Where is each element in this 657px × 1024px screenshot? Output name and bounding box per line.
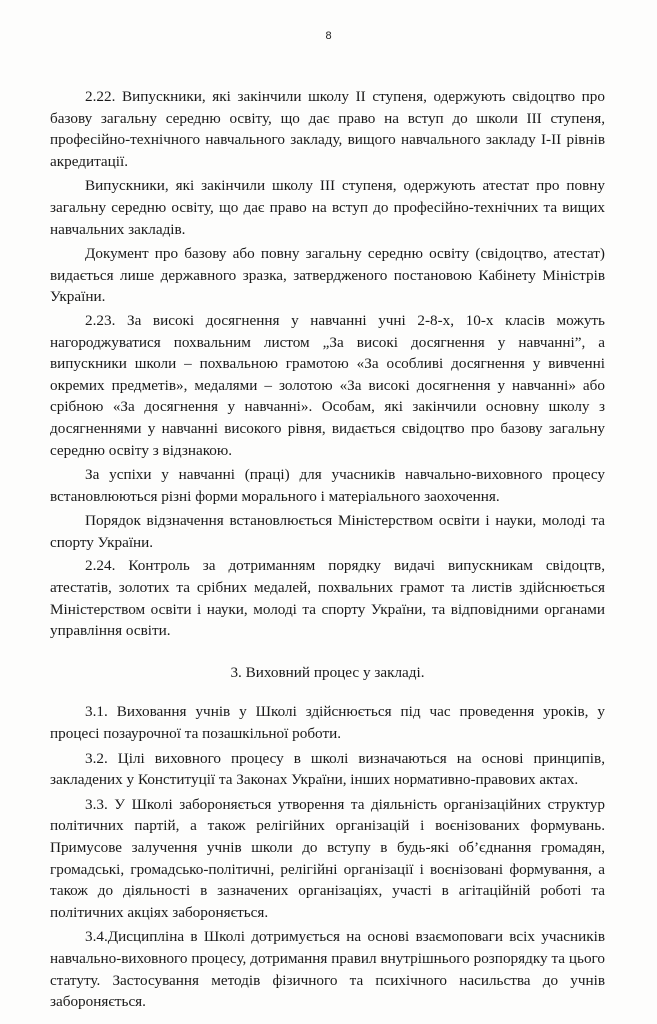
paragraph-graduates-iii: Випускники, які закінчили школу III ступеня, одержують атестат про повну загальну середню освіту, що дає право на вступ до професійно-технічних та вищих навчальних закладів. xyxy=(50,177,605,238)
paragraph-document: Документ про базову або повну загальну середню освіту (свідоцтво, атестат) видається лише державного зразка, затвердженого постановою Кабінету Міністрів України. xyxy=(50,245,605,306)
paragraph-3-3: 3.3. У Школі забороняється утворення та діяльність організаційних структур політичних партій, а також релігійних організацій і воєнізованих формувань. Примусове залучення учнів школи до вступу в будь-які об’єднання громадян, громадські, громадсько-політичні, релігійні організації і воєнізовані формування, а також до діяльності в зазначених організаціях, участі в агітаційній роботі та політичних акціях забороняється. xyxy=(50,795,605,921)
paragraph-award-order: Порядок відзначення встановлюється Міністерством освіти і науки, молоді та спорту України. xyxy=(50,512,605,551)
paragraph-2-24: 2.24. Контроль за дотриманням порядку видачі випускникам свідоцтв, атестатів, золотих та срібних медалей, похвальних грамот та листів здійснюється Міністерством освіти і науки, молоді та спорту України, та відповідними органами управління освіти. xyxy=(50,557,605,640)
paragraph-3-2: 3.2. Цілі виховного процесу в школі визначаються на основі принципів, закладених у Конституції та Законах України, інших нормативно-правових актах. xyxy=(50,749,605,789)
paragraph-3-4: 3.4.Дисципліна в Школі дотримується на основі взаємоповаги всіх учасників навчально-виховного процесу, дотримання правил внутрішнього розпорядку та цього статуту. Застосування методів фізичного та психічного насильства до учнів забороняється. xyxy=(50,928,605,1011)
document-body xyxy=(50,86,605,1013)
paragraph-2-23: 2.23. За високі досягнення у навчанні учні 2-8-х, 10-х класів можуть нагороджуватися похвальним листом „За високі досягнення у навчанні”, а випускники школи – похвальною грамотою «За особливі досягнення у вивченні окремих предметів», медалями – золотою «За високі досягнення у навчанні» або срібною «За досягнення у навчанні». Особам, які закінчили основну школу з досягненнями у навчанні високого рівня, видається свідоцтво про базову загальну середню освіту з відзнакою. xyxy=(50,311,605,459)
page-number: 8 xyxy=(325,30,332,42)
section-3-heading: 3. Виховний процес у закладі. xyxy=(230,663,425,681)
paragraph-2-22: 2.22. Випускники, які закінчили школу II ступеня, одержують свідоцтво про базову загальну середню освіту, що дає право на вступ до школи III ступеня, професійно-технічного навчального закладу, вищого навчального закладу I-II рівнів акредитації. xyxy=(50,88,605,170)
paragraph-3-1: 3.1. Виховання учнів у Школі здійснюється під час проведення уроків, у процесі позаурочної та позашкільної роботи. xyxy=(50,703,605,743)
paragraph-encouragement: За успіхи у навчанні (праці) для учасників навчально-виховного процесу встановлюються різні форми морального і матеріального заохочення. xyxy=(50,466,605,505)
